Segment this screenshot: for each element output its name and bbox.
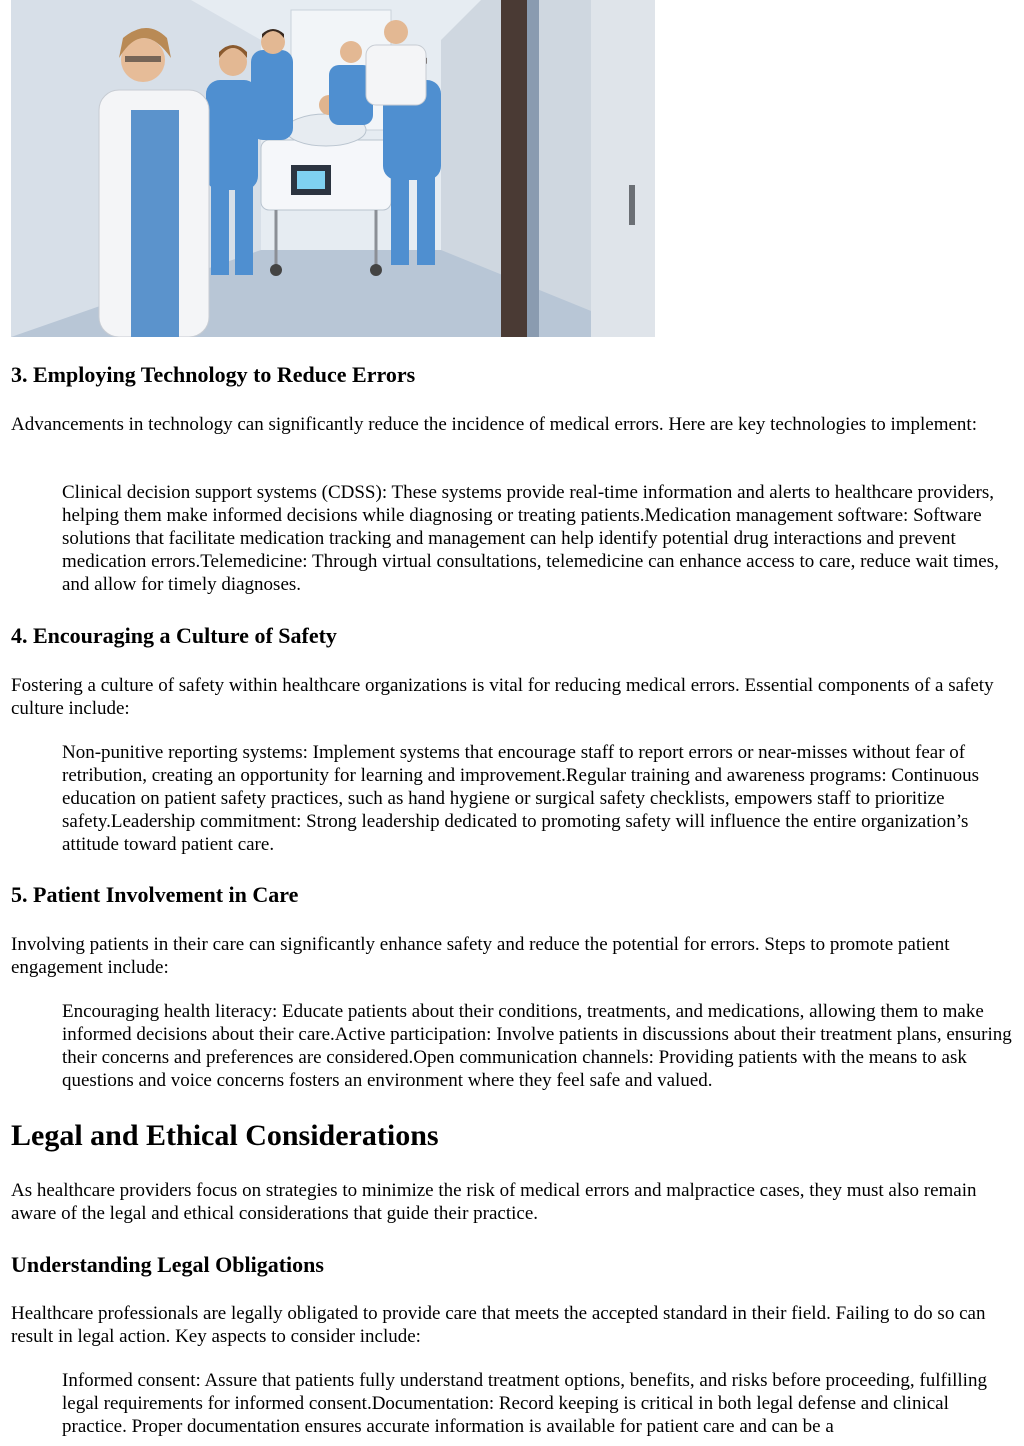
hospital-corridor-illustration: [11, 0, 655, 337]
section-intro-patient-involvement: Involving patients in their care can significantly enhance safety and reduce the potential for errors. Steps to promote patient engagement include:: [11, 934, 950, 978]
legal-obligations-heading: Understanding Legal Obligations: [11, 1252, 324, 1277]
section-points-patient-involvement: Encouraging health literacy: Educate patients about their conditions, treatments, and medications, allowing them to make informed decisions about their care.Active participation: Involve patients in discussions about their treatment plans, ensuring their concerns and preferences are considered.Open communication channels: Providing patients with the means to ask questions and voice concerns fosters an environment where they feel safe and valued.: [62, 1001, 1012, 1091]
section-heading-technology: 3. Employing Technology to Reduce Errors: [11, 362, 416, 387]
hero-image: [11, 0, 655, 337]
legal-ethical-heading: Legal and Ethical Considerations: [11, 1119, 439, 1152]
section-intro-safety-culture: Fostering a culture of safety within healthcare organizations is vital for reducing medical errors. Essential components of a safety culture include:: [11, 675, 994, 719]
legal-obligations-intro: Healthcare professionals are legally obligated to provide care that meets the accepted standard in their field. Failing to do so can result in legal action. Key aspects to consider include:: [11, 1303, 986, 1347]
section-heading-patient-involvement: 5. Patient Involvement in Care: [11, 882, 299, 907]
section-heading-safety-culture: 4. Encouraging a Culture of Safety: [11, 623, 337, 648]
section-intro-technology: Advancements in technology can significantly reduce the incidence of medical errors. Here are key technologies to implement:: [11, 414, 977, 435]
legal-obligations-points: Informed consent: Assure that patients fully understand treatment options, benefits, and risks before proceeding, fulfilling legal requirements for informed consent.Documentation: Record keeping is critical in both legal defense and clinical practice. Proper documentation ensures accurate information is available for patient care and can be a: [62, 1370, 987, 1437]
section-points-technology: Clinical decision support systems (CDSS): These systems provide real-time information and alerts to healthcare providers, helping them make informed decisions while diagnosing or treating patients.Medication management software: Software solutions that facilitate medication tracking and management can help identify potential drug interactions and prevent medication errors.Telemedicine: Through virtual consultations, telemedicine can enhance access to care, reduce wait times, and allow for timely diagnoses.: [62, 482, 999, 595]
legal-ethical-intro: As healthcare providers focus on strategies to minimize the risk of medical errors and malpractice cases, they must also remain aware of the legal and ethical considerations that guide their practice.: [11, 1180, 977, 1224]
section-points-safety-culture: Non-punitive reporting systems: Implement systems that encourage staff to report errors or near-misses without fear of retribution, creating an opportunity for learning and improvement.Regular training and awareness programs: Continuous education on patient safety practices, such as hand hygiene or surgical safety checklists, empowers staff to prioritize safety.Leadership commitment: Strong leadership dedicated to promoting safety will influence the entire organization’s attitude toward patient care.: [62, 742, 980, 855]
